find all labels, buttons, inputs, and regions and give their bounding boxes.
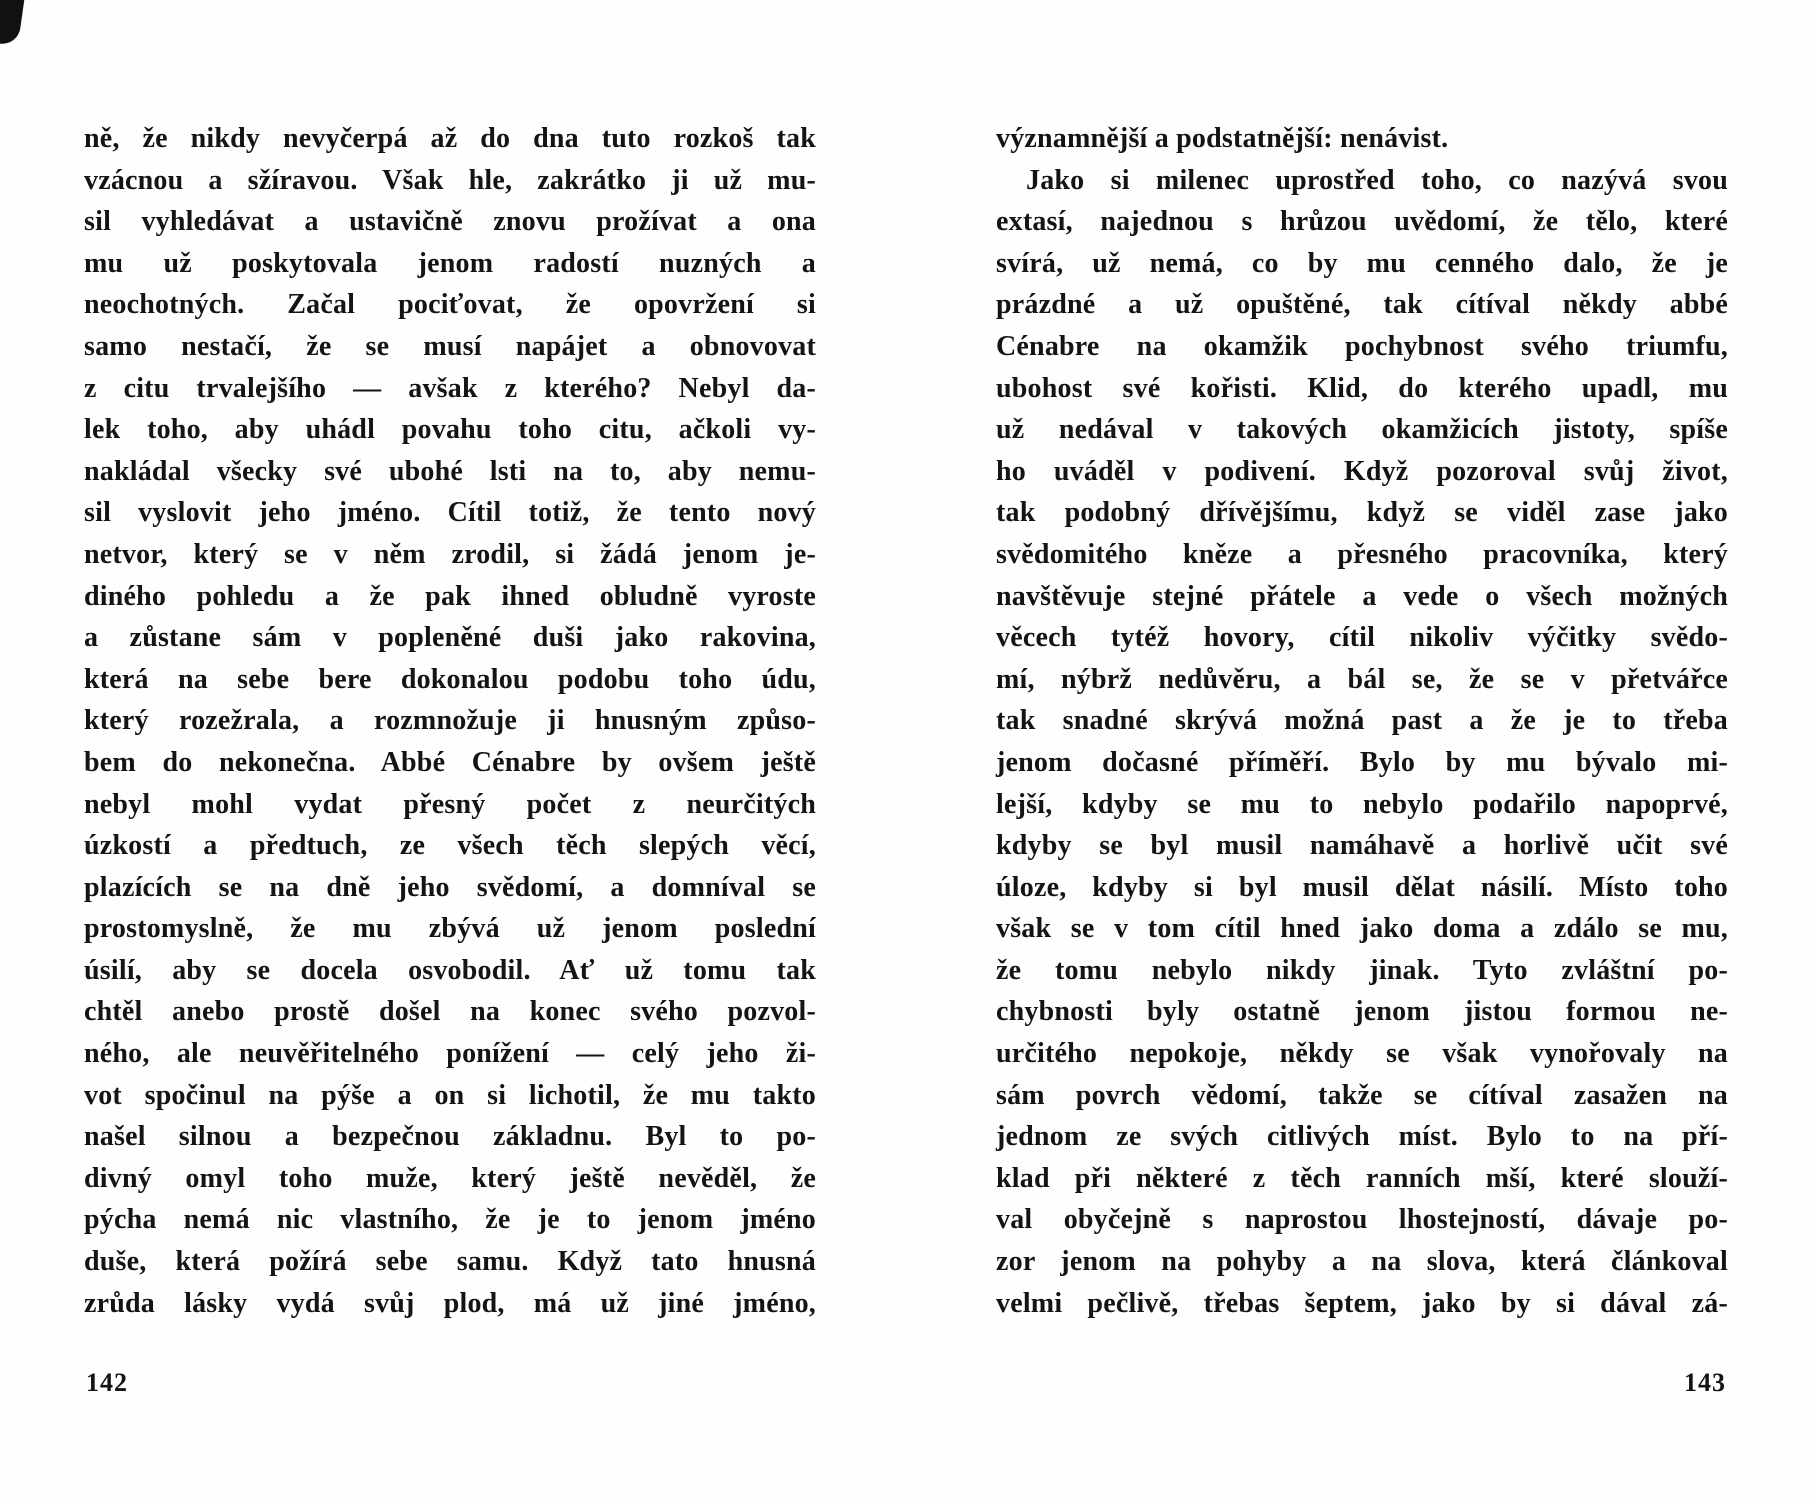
text-line: ho uváděl v podivení. Když pozoroval svůj život,	[996, 455, 1728, 487]
text-line: sil vyhledávat a ustavičně znovu prožívat a ona	[84, 206, 816, 238]
text-line: klad při některé z těch ranních mší, které slouží-	[996, 1162, 1728, 1194]
text-line: mu už poskytovala jenom radostí nuzných a	[84, 247, 816, 279]
text-line: prázdné a už opuštěné, tak cítíval někdy abbé	[996, 289, 1728, 321]
left-page-text	[84, 118, 816, 1324]
text-line: jenom dočasné příměří. Bylo by mu bývalo mi-	[996, 746, 1728, 778]
text-line: plazících se na dně jeho svědomí, a domníval se	[84, 871, 816, 903]
text-line: našel silnou a bezpečnou základnu. Byl to po-	[84, 1121, 816, 1153]
text-line: vot spočinul na pýše a on si lichotil, že mu takto	[84, 1079, 816, 1111]
text-line: prostomyslně, že mu zbývá už jenom poslední	[84, 913, 816, 945]
text-line: chtěl anebo prostě došel na konec svého pozvol-	[84, 996, 816, 1028]
text-line: vzácnou a sžíravou. Však hle, zakrátko ji už mu-	[84, 164, 816, 196]
text-line: věcech tytéž hovory, cítil nikoliv výčitky svědo-	[996, 622, 1728, 654]
text-line: určitého nepokoje, někdy se však vynořovaly na	[996, 1038, 1728, 1070]
text-line: samo nestačí, že se musí napájet a obnovovat	[84, 330, 816, 362]
text-line: pýcha nemá nic vlastního, že je to jenom jméno	[84, 1204, 816, 1236]
text-line: jednom ze svých citlivých míst. Bylo to na pří-	[996, 1121, 1728, 1153]
text-line: zrůda lásky vydá svůj plod, má už jiné jméno,	[84, 1287, 816, 1319]
text-line: která na sebe bere dokonalou podobu toho údu,	[84, 663, 816, 695]
text-line: sám povrch vědomí, takže se cítíval zasažen na	[996, 1079, 1728, 1111]
text-line: velmi pečlivě, třebas šeptem, jako by si dával zá-	[996, 1287, 1728, 1319]
text-line: svírá, už nemá, co by mu cenného dalo, že je	[996, 247, 1728, 279]
text-line: extasí, najednou s hrůzou uvědomí, že tělo, které	[996, 206, 1728, 238]
text-line: svědomitého kněze a přesného pracovníka, který	[996, 538, 1728, 570]
text-line: kdyby se byl musil namáhavě a horlivě učit své	[996, 830, 1728, 862]
text-line: úloze, kdyby si byl musil dělat násilí. Místo toho	[996, 871, 1728, 903]
text-line: tak snadné skrývá možná past a že je to třeba	[996, 705, 1728, 737]
text-line: z citu trvalejšího — avšak z kterého? Nebyl da-	[84, 372, 816, 404]
text-line: že tomu nebylo nikdy jinak. Tyto zvláštní po-	[996, 954, 1728, 986]
text-line: val obyčejně s naprostou lhostejností, dávaje po-	[996, 1204, 1728, 1236]
text-line: sil vyslovit jeho jméno. Cítil totiž, že tento nový	[84, 497, 816, 529]
text-line: úsilí, aby se docela osvobodil. Ať už tomu tak	[84, 954, 816, 986]
text-line: divný omyl toho muže, který ještě nevěděl, že	[84, 1162, 816, 1194]
text-line: tak podobný dřívějšímu, když se viděl zase jako	[996, 497, 1728, 529]
text-line: ného, ale neuvěřitelného ponížení — celý jeho ži-	[84, 1038, 816, 1070]
text-line: úzkostí a předtuch, ze všech těch slepých věcí,	[84, 830, 816, 862]
text-line: duše, která požírá sebe samu. Když tato hnusná	[84, 1246, 816, 1278]
text-line: lejší, kdyby se mu to nebylo podařilo napoprvé,	[996, 788, 1728, 820]
text-line: ubohost své kořisti. Klid, do kterého upadl, mu	[996, 372, 1728, 404]
text-line: a zůstane sám v popleněné duši jako rakovina,	[84, 622, 816, 654]
scan-corner-artifact	[0, 0, 26, 46]
text-line: nakládal všecky své ubohé lsti na to, aby nemu-	[84, 455, 816, 487]
text-line: Jako si milenec uprostřed toho, co nazývá svou	[1026, 164, 1728, 196]
right-page-text	[996, 118, 1728, 1324]
text-line: zor jenom na pohyby a na slova, která článkoval	[996, 1246, 1728, 1278]
text-line: však se v tom cítil hned jako doma a zdálo se mu,	[996, 913, 1728, 945]
text-line: nebyl mohl vydat přesný počet z neurčitých	[84, 788, 816, 820]
right-page-number: 143	[1684, 1368, 1726, 1397]
text-line: bem do nekonečna. Abbé Cénabre by ovšem ještě	[84, 746, 816, 778]
text-line: neochotných. Začal pociťovat, že opovržení si	[84, 289, 816, 321]
text-line: navštěvuje stejné přátele a vede o všech možných	[996, 580, 1728, 612]
text-line: mí, nýbrž nedůvěru, a bál se, že se v přetvářce	[996, 663, 1728, 695]
text-line: ně, že nikdy nevyčerpá až do dna tuto rozkoš tak	[84, 123, 816, 154]
left-page-number: 142	[86, 1368, 128, 1397]
text-line: lek toho, aby uhádl povahu toho citu, ačkoli vy-	[84, 414, 816, 446]
text-line: chybnosti byly ostatně jenom jistou formou ne-	[996, 996, 1728, 1028]
text-line: významnější a podstatnější: nenávist.	[996, 123, 1449, 154]
text-line: netvor, který se v něm zrodil, si žádá jenom je-	[84, 538, 816, 570]
text-line: už nedával v takových okamžicích jistoty, spíše	[996, 414, 1728, 446]
text-line: Cénabre na okamžik pochybnost svého triumfu,	[996, 330, 1728, 362]
text-line: diného pohledu a že pak ihned obludně vyroste	[84, 580, 816, 612]
text-line: který rozežrala, a rozmnožuje ji hnusným způso-	[84, 705, 816, 737]
